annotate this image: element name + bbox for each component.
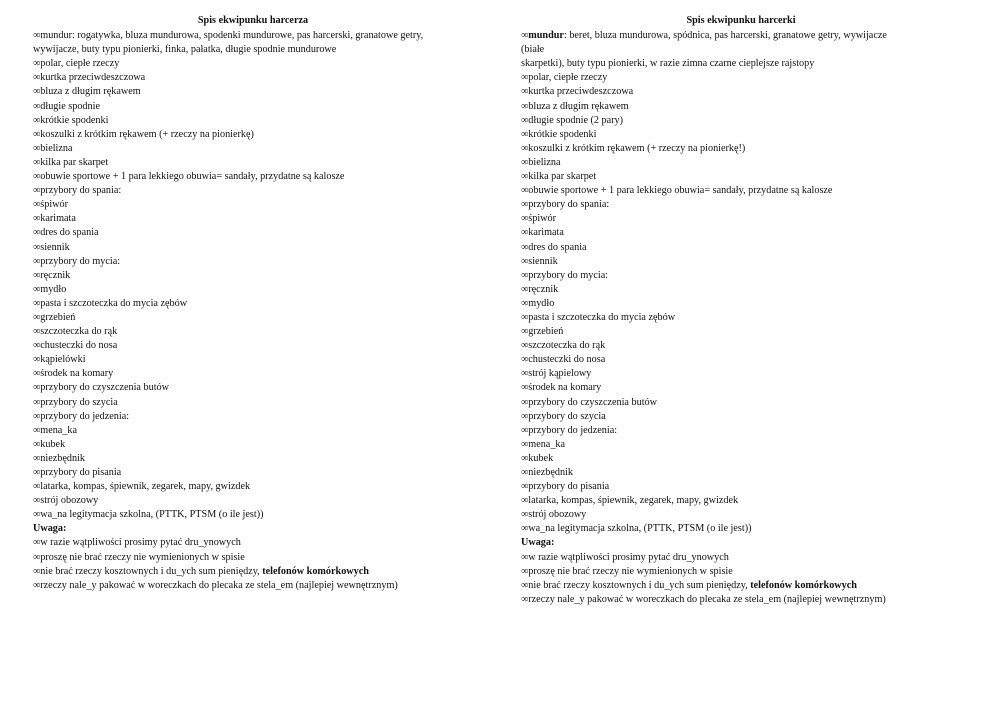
list-item-text: karimata (528, 227, 564, 239)
list-item-text: środek na komary (40, 368, 114, 380)
bullet-icon: ∞ (521, 269, 529, 281)
list-item (521, 424, 961, 438)
list-item (33, 551, 473, 565)
list-item (521, 100, 961, 114)
list-item (521, 367, 961, 381)
list-item-text: telefonów komórkowych (750, 579, 857, 591)
list-item-text: przybory do szycia (528, 410, 606, 422)
bullet-icon: ∞ (521, 467, 529, 478)
list-item-text: nie brać rzeczy kosztownych i du_ych sum pieniędzy, (528, 579, 751, 591)
list-item-text: kurtka przeciwdeszczowa (528, 86, 634, 98)
list-item-text: telefonów komórkowych (262, 565, 369, 577)
bullet-icon: ∞ (33, 297, 41, 309)
bullet-icon: ∞ (521, 396, 529, 408)
bullet-icon: ∞ (521, 523, 529, 535)
bullet-icon: ∞ (33, 241, 41, 253)
list-item-text: kubek (528, 452, 554, 464)
bullet-icon: ∞ (521, 114, 529, 126)
bullet-icon: ∞ (521, 340, 529, 352)
list-item-text: siennik (528, 255, 558, 267)
list-item (521, 212, 961, 226)
list-item (521, 85, 961, 99)
bullet-icon: ∞ (521, 171, 529, 183)
list-item-text: mena_ka (528, 438, 566, 450)
list-item (521, 466, 961, 480)
list-item-text: przybory do mycia: (40, 255, 121, 267)
list-item-text: kilka par skarpet (40, 156, 109, 168)
list-item (521, 283, 961, 297)
list-item (521, 128, 961, 142)
list-item (33, 128, 473, 142)
list-item (521, 536, 961, 550)
bullet-icon: ∞ (521, 424, 529, 436)
list-item (33, 29, 473, 43)
list-item-text: skarpetki), buty typu pionierki, w razie zimna czarne cieplejsze rajstopy (521, 58, 815, 70)
bullet-icon: ∞ (33, 326, 41, 338)
bullet-icon: ∞ (33, 424, 41, 436)
right-column (521, 14, 961, 607)
bullet-icon: ∞ (33, 382, 41, 394)
list-item (33, 142, 473, 156)
bullet-icon: ∞ (33, 100, 41, 112)
bullet-icon: ∞ (521, 495, 529, 507)
list-item (33, 114, 473, 128)
list-item-text: karimata (40, 213, 76, 225)
list-item-text: ręcznik (40, 269, 71, 281)
list-item (521, 269, 961, 283)
list-item (521, 381, 961, 395)
list-item-text: strój kąpielowy (528, 368, 592, 380)
list-item-text: ręcznik (528, 283, 559, 295)
list-item (33, 255, 473, 269)
list-item (33, 353, 473, 367)
list-item-text: grzebień (528, 326, 564, 338)
bullet-icon: ∞ (33, 438, 41, 450)
list-item (521, 43, 961, 57)
left-column (33, 14, 473, 593)
list-item-text: w razie wątpliwości prosimy pytać dru_ynowych (528, 551, 729, 563)
bullet-icon: ∞ (33, 171, 41, 183)
list-item-text: polar, ciepłe rzeczy (528, 72, 608, 84)
bullet-icon: ∞ (33, 86, 41, 98)
list-item-text: kąpielówki (40, 354, 86, 366)
list-item (521, 297, 961, 311)
list-item-text: przybory do szycia (40, 396, 118, 408)
bullet-icon: ∞ (33, 269, 41, 281)
list-item-text: wa_na legitymacja szkolna, (PTTK, PTSM (o ile jest)) (40, 509, 264, 521)
list-item-text: śpiwór (528, 213, 556, 225)
bullet-icon: ∞ (33, 58, 41, 70)
bullet-icon: ∞ (33, 354, 41, 366)
list-item-text: przybory do czyszczenia butów (40, 382, 169, 394)
list-item-text: przybory do jedzenia: (528, 424, 618, 436)
bullet-icon: ∞ (33, 227, 41, 239)
list-item-text: śpiwór (40, 199, 68, 211)
list-item-text: grzebień (40, 311, 76, 323)
list-item-text: przybory do pisania (528, 481, 610, 493)
bullet-icon: ∞ (521, 509, 529, 521)
list-item (33, 184, 473, 198)
list-item-text: przybory do czyszczenia butów (528, 396, 657, 408)
bullet-icon: ∞ (33, 185, 41, 197)
list-item-text: obuwie sportowe + 1 para lekkiego obuwia= sandały, przydatne są kalosze (40, 171, 345, 183)
list-item-text: pasta i szczoteczka do mycia zębów (40, 297, 188, 309)
list-item (521, 255, 961, 269)
list-item-text: wywijacze, buty typu pionierki, finka, pałatka, długie spodnie mundurowe (33, 44, 337, 56)
list-item (33, 466, 473, 480)
list-item (33, 269, 473, 283)
list-item (521, 494, 961, 508)
list-item (33, 297, 473, 311)
bullet-icon: ∞ (521, 30, 529, 42)
bullet-icon: ∞ (521, 565, 529, 577)
list-item-text: Uwaga: (33, 523, 67, 535)
bullet-icon: ∞ (521, 410, 529, 422)
bullet-icon: ∞ (521, 213, 529, 225)
bullet-icon: ∞ (33, 551, 41, 563)
list-item-text: siennik (40, 241, 70, 253)
list-item (521, 551, 961, 565)
bullet-icon: ∞ (33, 410, 41, 422)
bullet-icon: ∞ (33, 128, 41, 140)
list-item-text: chusteczki do nosa (40, 340, 118, 352)
list-item (521, 325, 961, 339)
list-item (521, 184, 961, 198)
bullet-icon: ∞ (521, 241, 529, 253)
bullet-icon: ∞ (521, 297, 529, 309)
list-item (33, 410, 473, 424)
list-item-text: rzeczy nale_y pakować w woreczkach do plecaka ze stela_em (najlepiej wewnętrznym) (40, 579, 398, 591)
list-item (33, 438, 473, 452)
bullet-icon: ∞ (33, 114, 41, 126)
bullet-icon: ∞ (521, 128, 529, 140)
list-item (33, 311, 473, 325)
list-item-text: wa_na legitymacja szkolna, (PTTK, PTSM (o ile jest)) (528, 523, 752, 535)
list-item-text: przybory do spania: (40, 185, 122, 197)
list-item-text: proszę nie brać rzeczy nie wymienionych w spisie (528, 565, 733, 577)
bullet-icon: ∞ (521, 72, 529, 84)
list-item (521, 226, 961, 240)
list-item-text: mundur (528, 30, 564, 42)
list-item-text: latarka, kompas, śpiewnik, zegarek, mapy, gwizdek (528, 495, 739, 507)
list-item (521, 339, 961, 353)
list-item-text: bluza z długim rękawem (40, 86, 141, 98)
bullet-icon: ∞ (33, 368, 41, 380)
bullet-icon: ∞ (33, 579, 41, 591)
list-item-text: rzeczy nale_y pakować w woreczkach do plecaka ze stela_em (najlepiej wewnętrznym) (528, 593, 886, 605)
list-item (521, 396, 961, 410)
bullet-icon: ∞ (33, 452, 41, 464)
bullet-icon: ∞ (33, 537, 41, 549)
list-item (521, 452, 961, 466)
bullet-icon: ∞ (33, 467, 41, 478)
bullet-icon: ∞ (521, 382, 529, 394)
list-item (521, 410, 961, 424)
list-item-text: kurtka przeciwdeszczowa (40, 72, 146, 84)
list-item (33, 339, 473, 353)
list-item (33, 43, 473, 57)
list-item (521, 438, 961, 452)
list-item-text: przybory do spania: (528, 199, 610, 211)
list-item-text: w razie wątpliwości prosimy pytać dru_ynowych (40, 537, 241, 549)
bullet-icon: ∞ (521, 100, 529, 112)
list-item-text: przybory do mycia: (528, 269, 609, 281)
list-item-text: dres do spania (528, 241, 587, 253)
list-item (33, 198, 473, 212)
left-list (33, 29, 473, 593)
bullet-icon: ∞ (33, 213, 41, 225)
list-item (33, 452, 473, 466)
bullet-icon: ∞ (521, 438, 529, 450)
list-item (33, 522, 473, 536)
bullet-icon: ∞ (33, 396, 41, 408)
list-item-text: latarka, kompas, śpiewnik, zegarek, mapy, gwizdek (40, 481, 251, 493)
list-item (521, 480, 961, 494)
list-item (33, 156, 473, 170)
list-item-text: długie spodnie (40, 100, 100, 112)
list-item-text: mena_ka (40, 424, 78, 436)
list-item (33, 100, 473, 114)
list-item-text: mydło (528, 297, 555, 309)
list-item (33, 396, 473, 410)
bullet-icon: ∞ (33, 156, 41, 168)
list-item (33, 480, 473, 494)
left-title: Spis ekwipunku harcerza (197, 15, 309, 26)
bullet-icon: ∞ (33, 255, 41, 267)
list-item-text: : beret, bluza mundurowa, spódnica, pas harcerski, granatowe getry, wywijacze (563, 30, 887, 42)
list-item (521, 241, 961, 255)
list-item-text: strój obozowy (528, 509, 587, 521)
list-item (33, 226, 473, 240)
bullet-icon: ∞ (33, 72, 41, 84)
list-item (33, 241, 473, 255)
list-item (33, 565, 473, 579)
list-item-text: bluza z długim rękawem (528, 100, 629, 112)
list-item-text: mundur: rogatywka, bluza mundurowa, spodenki mundurowe, pas harcerski, granatowe getry, (40, 30, 424, 42)
list-item (33, 381, 473, 395)
list-item-text: polar, ciepłe rzeczy (40, 58, 120, 70)
list-item (33, 212, 473, 226)
list-item-text: bielizna (40, 142, 73, 154)
bullet-icon: ∞ (521, 593, 529, 605)
list-item-text: bielizna (528, 156, 561, 168)
list-item-text: obuwie sportowe + 1 para lekkiego obuwia= sandały, przydatne są kalosze (528, 185, 833, 197)
bullet-icon: ∞ (33, 481, 41, 493)
list-item-text: proszę nie brać rzeczy nie wymienionych w spisie (40, 551, 245, 563)
list-item-text: kilka par skarpet (528, 171, 597, 183)
list-item (33, 325, 473, 339)
bullet-icon: ∞ (33, 311, 41, 323)
list-item (33, 424, 473, 438)
bullet-icon: ∞ (33, 283, 41, 295)
bullet-icon: ∞ (33, 199, 41, 211)
list-item (521, 29, 961, 43)
list-item (33, 579, 473, 593)
bullet-icon: ∞ (33, 495, 41, 507)
list-item (521, 311, 961, 325)
list-item (33, 536, 473, 550)
bullet-icon: ∞ (521, 326, 529, 338)
list-item (521, 57, 961, 71)
list-item (521, 198, 961, 212)
right-title: Spis ekwipunku harcerki (686, 15, 796, 26)
list-item-text: dres do spania (40, 227, 99, 239)
list-item-text: strój obozowy (40, 495, 99, 507)
list-item (33, 494, 473, 508)
bullet-icon: ∞ (521, 86, 529, 98)
list-item-text: niezbędnik (528, 467, 573, 478)
list-item-text: krótkie spodenki (40, 114, 109, 126)
list-item (521, 71, 961, 85)
list-item-text: Uwaga: (521, 537, 555, 549)
right-list (521, 29, 961, 607)
list-item (33, 508, 473, 522)
list-item (521, 353, 961, 367)
bullet-icon: ∞ (33, 509, 41, 521)
list-item-text: chusteczki do nosa (528, 354, 606, 366)
bullet-icon: ∞ (521, 354, 529, 366)
list-item-text: przybory do jedzenia: (40, 410, 130, 422)
list-item-text: (białe (521, 44, 545, 56)
list-item (33, 283, 473, 297)
list-item-text: szczoteczka do rąk (40, 326, 118, 338)
bullet-icon: ∞ (521, 283, 529, 295)
list-item (33, 367, 473, 381)
bullet-icon: ∞ (521, 227, 529, 239)
list-item-text: przybory do pisania (40, 467, 122, 478)
bullet-icon: ∞ (521, 311, 529, 323)
bullet-icon: ∞ (33, 340, 41, 352)
list-item (521, 508, 961, 522)
list-item-text: koszulki z krótkim rękawem (+ rzeczy na pionierkę) (40, 128, 254, 140)
bullet-icon: ∞ (521, 199, 529, 211)
list-item (521, 593, 961, 607)
list-item (33, 85, 473, 99)
list-item (521, 565, 961, 579)
list-item (521, 142, 961, 156)
bullet-icon: ∞ (33, 142, 41, 154)
bullet-icon: ∞ (521, 255, 529, 267)
bullet-icon: ∞ (33, 565, 41, 577)
list-item-text: środek na komary (528, 382, 602, 394)
list-item-text: krótkie spodenki (528, 128, 597, 140)
list-item-text: szczoteczka do rąk (528, 340, 606, 352)
list-item (521, 170, 961, 184)
bullet-icon: ∞ (521, 368, 529, 380)
list-item (521, 114, 961, 128)
list-item-text: nie brać rzeczy kosztownych i du_ych sum pieniędzy, (40, 565, 263, 577)
bullet-icon: ∞ (521, 579, 529, 591)
bullet-icon: ∞ (521, 452, 529, 464)
list-item (33, 71, 473, 85)
list-item-text: mydło (40, 283, 67, 295)
bullet-icon: ∞ (521, 185, 529, 197)
list-item-text: koszulki z krótkim rękawem (+ rzeczy na pionierkę!) (528, 142, 746, 154)
list-item (521, 579, 961, 593)
list-item-text: niezbędnik (40, 452, 85, 464)
list-item-text: pasta i szczoteczka do mycia zębów (528, 311, 676, 323)
list-item (521, 156, 961, 170)
bullet-icon: ∞ (33, 30, 41, 42)
list-item (33, 170, 473, 184)
bullet-icon: ∞ (521, 481, 529, 493)
bullet-icon: ∞ (521, 156, 529, 168)
bullet-icon: ∞ (521, 551, 529, 563)
bullet-icon: ∞ (521, 142, 529, 154)
list-item (521, 522, 961, 536)
list-item-text: kubek (40, 438, 66, 450)
list-item (33, 57, 473, 71)
list-item-text: długie spodnie (2 pary) (528, 114, 624, 126)
